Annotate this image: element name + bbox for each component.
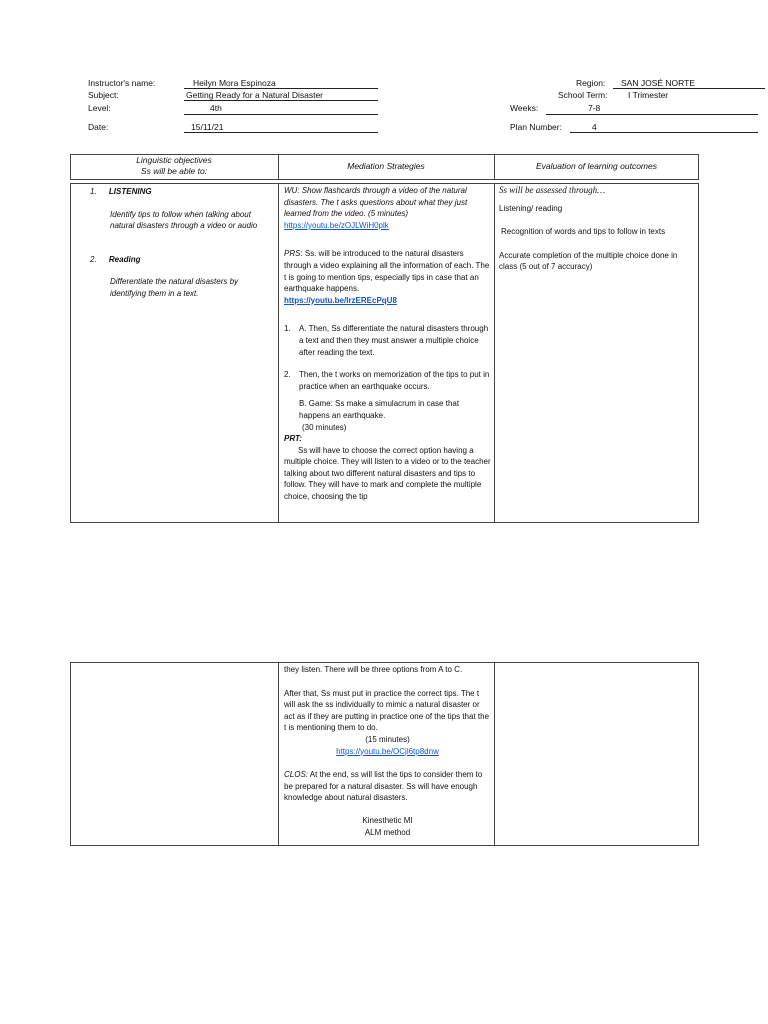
wu-label: WU <box>284 186 298 195</box>
wu-video-link[interactable]: https://youtu.be/zOJLWiH0plk <box>284 220 389 230</box>
objective-2-num: 2. <box>90 254 97 264</box>
plan-value: 4 <box>592 122 597 132</box>
page2-divider-1 <box>278 662 279 846</box>
clos-text: At the end, ss will list the tips to consider them to be prepared for a natural disaster. Ss will have enough knowledge about natural disasters. <box>284 770 483 803</box>
objective-listening <box>90 186 275 198</box>
after-video-link[interactable]: https://youtu.be/OCjl6tp8dnw <box>336 746 439 756</box>
date-label: Date: <box>88 122 109 132</box>
step-1 <box>284 323 491 358</box>
plan-label: Plan Number: <box>510 122 562 132</box>
date-value: 15/11/21 <box>191 122 224 132</box>
step-1-text: A. Then, Ss differentiate the natural disasters through a text and then they must answer a multiple choice after reading the text. <box>299 324 489 357</box>
col2-header: Mediation Strategies <box>347 161 425 171</box>
page2-divider-2 <box>494 662 495 846</box>
term-label: School Term: <box>558 90 608 100</box>
prs-text: : Ss. will be introduced to the natural disasters through a video explaining all the information of each. The t is going to mention tips, especially tips in case that an earthquake happens. <box>284 249 490 294</box>
continued-text: they listen. There will be three options from A to C. <box>284 665 463 674</box>
after-text: After that, Ss must put in practice the correct tips. The t will ask the ss individually to mimic a natural disaster or act as if they are putting in practice one of the tips that the t is mentioning them to do. <box>284 688 490 733</box>
level-label: Level: <box>88 103 111 113</box>
subject-label: Subject: <box>88 90 119 100</box>
region-underline <box>613 88 765 89</box>
body-divider-1 <box>278 183 279 523</box>
objective-1-title: LISTENING <box>108 187 152 196</box>
evaluation-item-1: Listening/ reading <box>499 203 563 213</box>
evaluation-intro: Ss will be assessed through… <box>499 185 606 195</box>
col3-header: Evaluation of learning outcomes <box>536 161 657 171</box>
instructor-value: Heilyn Mora Espinoza <box>193 78 276 88</box>
evaluation-item-3: Accurate completion of the multiple choice done in class (5 out of 7 accuracy) <box>499 250 678 272</box>
prs-label: PRS <box>284 249 301 259</box>
method-text: ALM method <box>364 827 411 837</box>
wu-paragraph <box>284 185 491 220</box>
mediation-cell <box>284 185 491 503</box>
objective-1-text: Identify tips to follow when talking about natural disasters through a video or audio <box>110 209 258 231</box>
plan-underline <box>570 132 758 133</box>
subject-value: Getting Ready for a Natural Disaster <box>186 90 324 100</box>
level-underline <box>184 114 378 115</box>
after-time: (15 minutes) <box>365 734 410 744</box>
prt-heading <box>284 433 491 445</box>
col1-header-line2: Ss will be able to: <box>140 166 208 176</box>
prt-text: Ss will have to choose the correct option having a multiple choice. They will listen to a video or to the teacher talking about two different natural disasters and tips to follow. They will have to mark and complete the multiple choice, choosing the tip <box>284 445 491 502</box>
step-2 <box>284 369 491 392</box>
weeks-underline <box>546 114 758 115</box>
weeks-label: Weeks: <box>510 103 539 113</box>
evaluation-cell <box>499 185 696 273</box>
level-value: 4th <box>210 103 222 113</box>
objective-2-title: Reading <box>108 254 141 264</box>
clos-paragraph <box>284 769 491 804</box>
term-value: I Trimester <box>628 90 669 100</box>
mediation-continued-cell <box>284 664 491 838</box>
game-time: (30 minutes) <box>302 422 347 432</box>
body-divider-2 <box>494 183 495 523</box>
objective-2-text: Differentiate the natural disasters by identifying them in a text. <box>110 277 239 298</box>
col1-header-line1: Linguistic objectives <box>136 155 212 165</box>
subject-underline <box>184 100 378 101</box>
objective-1-num: 1. <box>90 187 97 196</box>
region-value: SAN JOSÉ NORTE <box>621 78 695 88</box>
step-2-text: Then, the t works on memorization of the tips to put in practice when an earthquake occurs. <box>299 370 490 391</box>
objective-reading <box>90 254 275 266</box>
evaluation-item-2: Recognition of words and tips to follow in texts <box>501 227 666 237</box>
step-1-num: 1. <box>284 324 291 334</box>
region-label: Region: <box>576 78 606 88</box>
mi-text: Kinesthetic MI <box>362 815 413 825</box>
clos-label: CLOS: <box>284 770 309 780</box>
instructor-underline <box>184 88 378 89</box>
col1-header <box>70 155 278 177</box>
prs-video-link[interactable]: https://youtu.be/IrzEREcPqU8 <box>284 295 397 305</box>
objectives-cell <box>90 186 275 300</box>
prs-paragraph <box>284 248 491 294</box>
prt-colon: : <box>299 434 302 444</box>
weeks-value: 7-8 <box>588 103 601 113</box>
date-underline <box>184 132 378 133</box>
game-text: B. Game: Ss make a simulacrum in case that happens an earthquake. <box>299 399 460 420</box>
instructor-label: Instructor's name: <box>88 78 156 88</box>
step-2-num: 2. <box>284 370 291 380</box>
prt-label: PRT <box>284 434 300 444</box>
wu-text: : Show flashcards through a video of the natural disasters. The t asks questions about what they just learned from the video. (5 minutes) <box>284 186 468 219</box>
